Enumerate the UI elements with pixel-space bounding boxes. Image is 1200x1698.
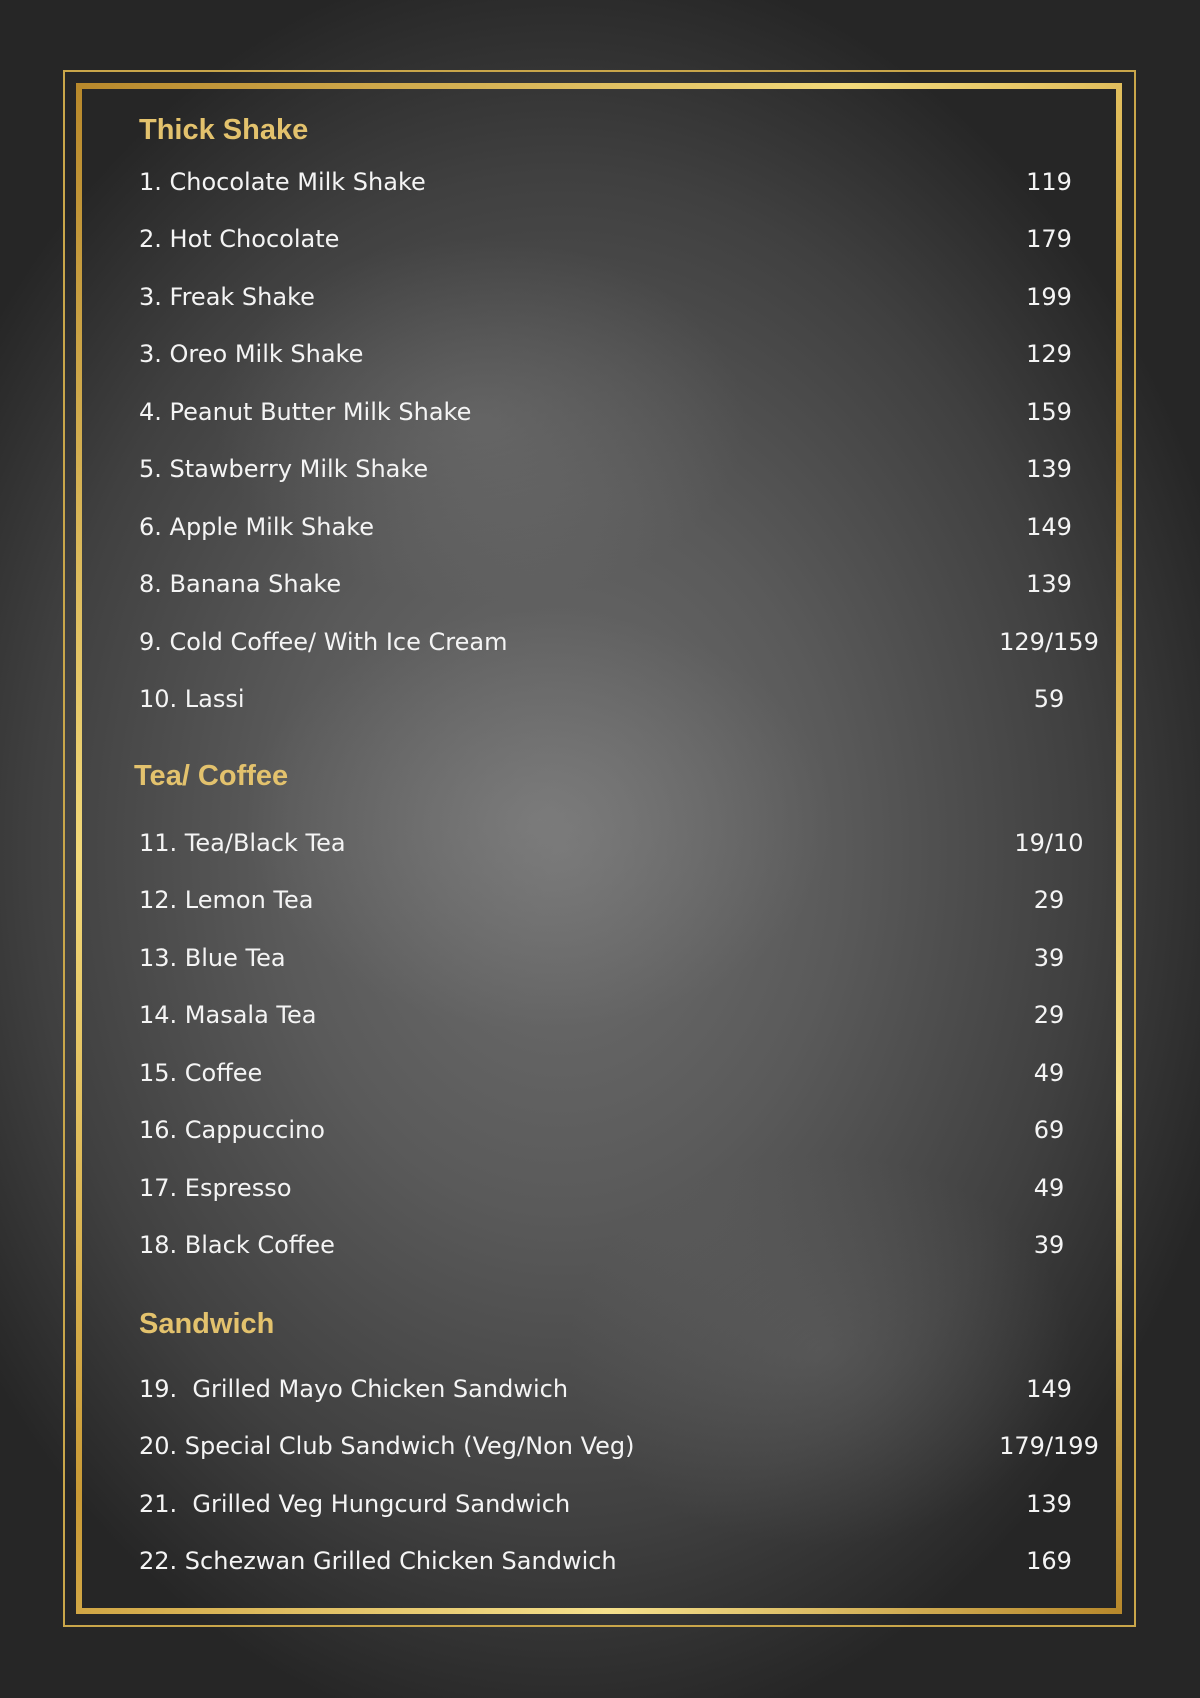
menu-item bbox=[139, 219, 1079, 259]
item-price: 119 bbox=[1026, 168, 1072, 196]
item-name: 12. Lemon Tea bbox=[139, 886, 314, 914]
item-name: 6. Apple Milk Shake bbox=[139, 513, 375, 541]
section-title-tea-coffee: Tea/ Coffee bbox=[134, 760, 289, 792]
menu-item bbox=[139, 392, 1079, 432]
item-price: 59 bbox=[1033, 685, 1065, 713]
section-title-sandwich: Sandwich bbox=[139, 1308, 275, 1340]
item-price: 169 bbox=[1026, 1547, 1072, 1575]
item-name: 9. Cold Coffee/ With Ice Cream bbox=[139, 628, 508, 656]
menu-item bbox=[139, 449, 1079, 489]
item-name: 1. Chocolate Milk Shake bbox=[139, 168, 426, 196]
menu-item bbox=[139, 277, 1079, 317]
item-price: 159 bbox=[1026, 398, 1072, 426]
item-name: 16. Cappuccino bbox=[139, 1116, 325, 1144]
item-price: 149 bbox=[1026, 1375, 1072, 1403]
item-price: 129/159 bbox=[999, 628, 1099, 656]
menu-item bbox=[139, 1053, 1079, 1093]
item-name: 15. Coffee bbox=[139, 1059, 263, 1087]
item-price: 179 bbox=[1026, 225, 1072, 253]
menu-item bbox=[139, 880, 1079, 920]
item-name: 13. Blue Tea bbox=[139, 944, 286, 972]
item-name: 11. Tea/Black Tea bbox=[139, 829, 346, 857]
menu-item bbox=[139, 1426, 1099, 1466]
item-name: 2. Hot Chocolate bbox=[139, 225, 340, 253]
item-name: 19. Grilled Mayo Chicken Sandwich bbox=[139, 1375, 569, 1403]
item-name: 20. Special Club Sandwich (Veg/Non Veg) bbox=[139, 1432, 635, 1460]
menu-item bbox=[139, 1225, 1079, 1265]
item-price: 29 bbox=[1033, 1001, 1065, 1029]
item-name: 22. Schezwan Grilled Chicken Sandwich bbox=[139, 1547, 617, 1575]
item-name: 3. Oreo Milk Shake bbox=[139, 340, 364, 368]
item-price: 139 bbox=[1026, 455, 1072, 483]
item-name: 14. Masala Tea bbox=[139, 1001, 317, 1029]
item-price: 19/10 bbox=[1014, 829, 1084, 857]
item-price: 39 bbox=[1033, 944, 1065, 972]
item-price: 69 bbox=[1033, 1116, 1065, 1144]
menu-item bbox=[139, 162, 1079, 202]
item-price: 49 bbox=[1033, 1059, 1065, 1087]
item-price: 49 bbox=[1033, 1174, 1065, 1202]
menu-item bbox=[139, 995, 1079, 1035]
item-name: 17. Espresso bbox=[139, 1174, 292, 1202]
menu-item bbox=[139, 1110, 1079, 1150]
menu-item bbox=[139, 938, 1079, 978]
item-name: 18. Black Coffee bbox=[139, 1231, 335, 1259]
item-price: 39 bbox=[1033, 1231, 1065, 1259]
item-name: 3. Freak Shake bbox=[139, 283, 315, 311]
item-price: 139 bbox=[1026, 570, 1072, 598]
item-price: 29 bbox=[1033, 886, 1065, 914]
menu-item bbox=[139, 1168, 1079, 1208]
menu-item bbox=[139, 823, 1084, 863]
menu-item bbox=[139, 334, 1079, 374]
section-title-thick-shake: Thick Shake bbox=[139, 114, 309, 146]
item-price: 149 bbox=[1026, 513, 1072, 541]
item-price: 199 bbox=[1026, 283, 1072, 311]
item-name: 8. Banana Shake bbox=[139, 570, 342, 598]
menu-item bbox=[139, 622, 1099, 662]
menu-item bbox=[139, 507, 1079, 547]
item-name: 4. Peanut Butter Milk Shake bbox=[139, 398, 472, 426]
item-price: 179/199 bbox=[999, 1432, 1099, 1460]
item-price: 129 bbox=[1026, 340, 1072, 368]
item-name: 10. Lassi bbox=[139, 685, 245, 713]
item-price: 139 bbox=[1026, 1490, 1072, 1518]
item-name: 21. Grilled Veg Hungcurd Sandwich bbox=[139, 1490, 571, 1518]
menu-item bbox=[139, 1369, 1079, 1409]
menu-item bbox=[139, 564, 1079, 604]
menu-item bbox=[139, 679, 1079, 719]
item-name: 5. Stawberry Milk Shake bbox=[139, 455, 429, 483]
menu-item bbox=[139, 1541, 1079, 1581]
menu-item bbox=[139, 1484, 1079, 1524]
